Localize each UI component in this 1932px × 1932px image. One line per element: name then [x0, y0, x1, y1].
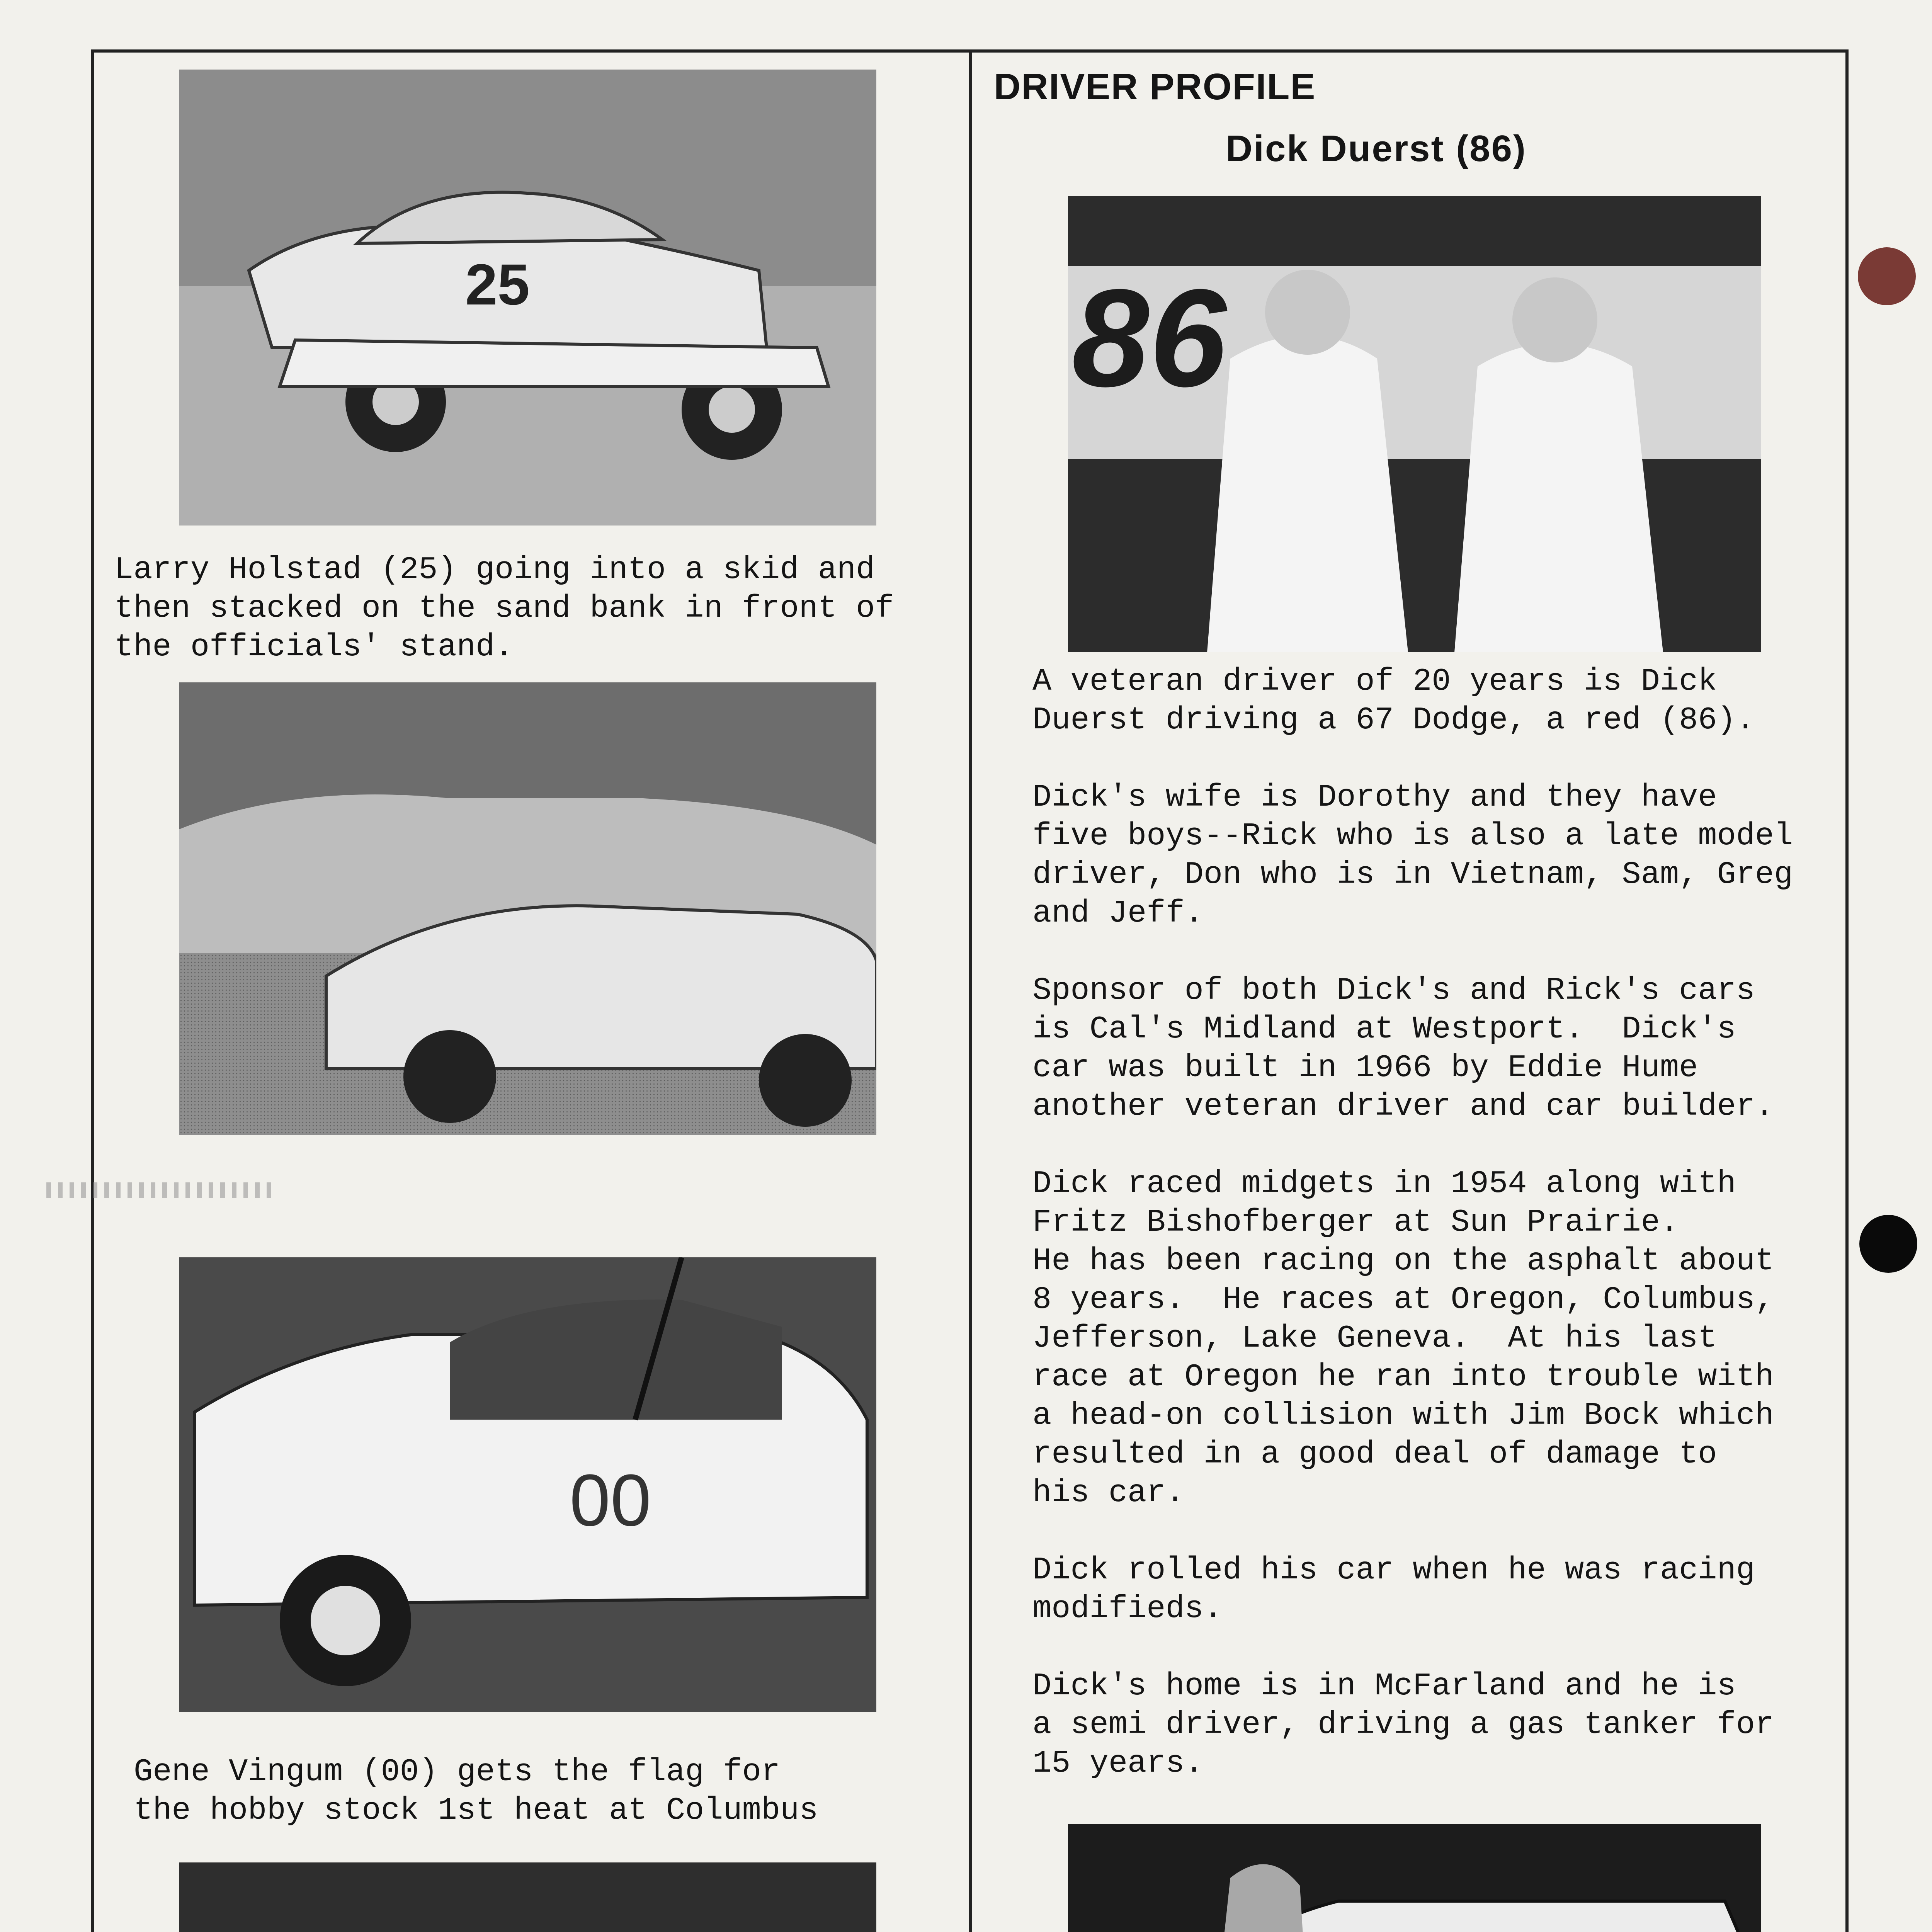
paragraph-family: Dick's wife is Dorothy and they have five boys--Rick who is also a late model driver, Don who is in Vietnam, Sam, Greg and Jeff.: [1032, 779, 1793, 931]
paragraph-history: Dick raced midgets in 1954 along with Fritz Bishofberger at Sun Prairie. He has been racing on the asphalt about 8 years. He races at Oregon, Columbus, Jefferson, Lake Geneva. At his last race at Oregon he ran into trouble with a head-on collision with Jim Bock which resulted in a good deal of damage to his car.: [1032, 1166, 1774, 1511]
profile-name: Dick Duerst (86): [1226, 128, 1527, 169]
race-cars-night-illustration: [179, 1862, 876, 1932]
paragraph-veteran: A veteran driver of 20 years is Dick Duerst driving a 67 Dodge, a red (86).: [1032, 663, 1755, 738]
section-heading: DRIVER PROFILE: [994, 66, 1316, 107]
photo-hobby-stock-pair: [179, 682, 876, 1135]
car-number-86: 86: [1072, 260, 1227, 416]
race-cars-blurred-illustration: [179, 682, 876, 1135]
paragraph-home: Dick's home is in McFarland and he is a semi driver, driving a gas tanker for 15 years.: [1032, 1668, 1774, 1781]
photo-dick-duerst: [1068, 196, 1761, 652]
photo-larry-holstad: [179, 70, 876, 526]
photo-gene-vingum: [179, 1257, 876, 1712]
paragraph-sponsor: Sponsor of both Dick's and Rick's cars is Cal's Midland at Westport. Dick's car was built in 1966 by Eddie Hume another veteran driver and car builder.: [1032, 973, 1774, 1124]
scan-artifact: [46, 1182, 278, 1198]
car-number-00: 00: [570, 1459, 651, 1541]
column-divider: [969, 49, 972, 1932]
punch-hole-top: [1858, 247, 1916, 305]
caption-larry-holstad: Larry Holstad (25) going into a skid and then stacked on the sand bank in front of the officials' stand.: [114, 552, 894, 665]
photo-denny-schweitzer: [1068, 1824, 1761, 1932]
race-car-10-illustration: [1068, 1824, 1761, 1932]
photo-robert-wedel: [179, 1862, 876, 1932]
punch-hole-middle: [1859, 1215, 1917, 1273]
race-car-00-illustration: [179, 1257, 876, 1712]
paragraph-rolled: Dick rolled his car when he was racing modifieds.: [1032, 1552, 1755, 1627]
car-number-25: 25: [465, 252, 530, 317]
caption-gene-vingum: Gene Vingum (00) gets the flag for the hobby stock 1st heat at Columbus: [134, 1754, 818, 1828]
